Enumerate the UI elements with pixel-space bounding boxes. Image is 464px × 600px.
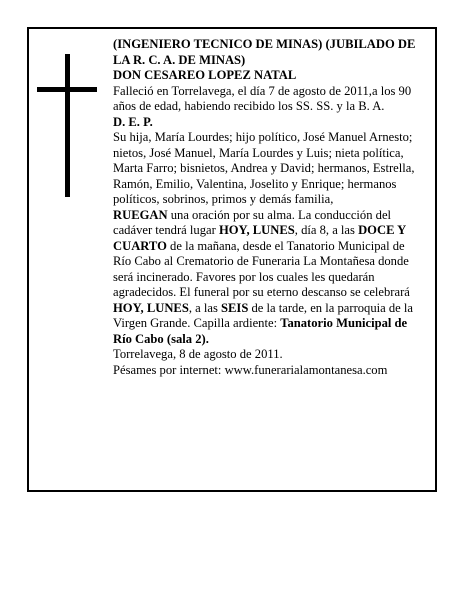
request-text-2: , día 8, a las <box>294 223 359 237</box>
hoy-lunes-2: HOY, LUNES <box>113 300 189 315</box>
request-text-5: de la tarde, en la parroquia de la Virgen Grande. Capilla ardiente: <box>113 300 414 330</box>
ruegan-word: RUEGAN <box>113 207 168 222</box>
condolences-line: Pésames por internet: www.funerarialamontanesa.com <box>113 362 388 377</box>
doce-y-cuarto: DOCE Y CUARTO <box>113 223 406 253</box>
obituary-text <box>113 37 423 378</box>
hoy-lunes-1: HOY, LUNES <box>218 223 295 237</box>
capilla-ardiente: Tanatorio Municipal de Río Cabo (sala 2). <box>113 316 408 346</box>
seis-word: SEIS <box>221 300 249 315</box>
request-text-3: de la mañana, desde el Tanatorio Municipal de Río Cabo al Crematorio de Funeraria La Montañesa donde será incinerado. Favores por los cuales les quedarán agradecidos. El funeral por su eterno descanso se celebrará <box>113 238 410 299</box>
dep-line: D. E. P. <box>113 114 153 129</box>
deceased-name: DON CESAREO LOPEZ NATAL <box>113 68 297 82</box>
cross-icon <box>65 54 70 197</box>
death-notice: Falleció en Torrelavega, el día 7 de agosto de 2011,a los 90 años de edad, habiendo recibido los SS. SS. y la B. A. <box>113 83 412 113</box>
profession-line: (INGENIERO TECNICO DE MINAS) (JUBILADO DE LA R. C. A. DE MINAS) <box>113 37 416 67</box>
request-text-1: una oración por su alma. La conducción del cadáver tendrá lugar <box>113 207 392 237</box>
cross-icon-bar <box>37 87 97 92</box>
date-place: Torrelavega, 8 de agosto de 2011. <box>113 347 283 361</box>
request-paragraph <box>113 208 423 348</box>
family-list: Su hija, María Lourdes; hijo político, José Manuel Arnesto; nietos, José Manuel, María Lourdes y Luis; nieta política, Marta Farro; bisnietos, Andrea y David; hermanos, Estrella, Ramón, Emilio, Valentina, Joselito y Enrique; hermanos políticos, sobrinos, primos y demás familia, <box>113 130 415 206</box>
request-text-4: , a las <box>188 300 222 315</box>
